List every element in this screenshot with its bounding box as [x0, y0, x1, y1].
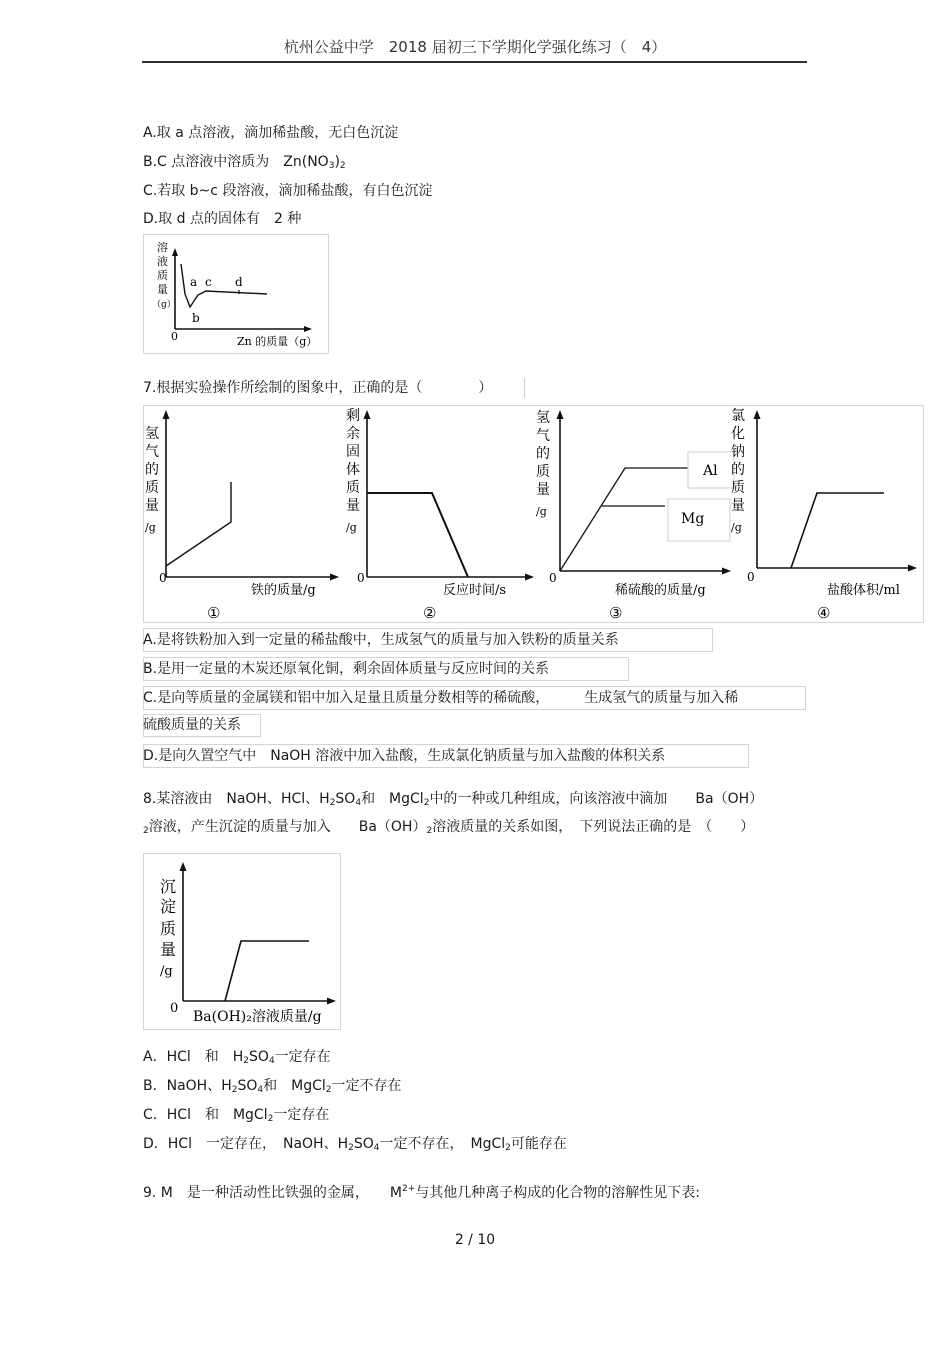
svg-text:溶: 溶 — [157, 241, 168, 254]
q6-option-b: B.C 点溶液中溶质为 $Zn(NO_3)_2$ — [143, 154, 346, 171]
svg-text:量: 量 — [157, 283, 168, 296]
svg-text:氢: 氢 — [145, 426, 159, 442]
svg-text:Zn 的质量（g）: Zn 的质量（g） — [237, 335, 318, 348]
svg-text:量: 量 — [145, 498, 159, 514]
svg-text:的: 的 — [731, 462, 745, 478]
svg-text:Ba(OH)₂溶液质量/g: Ba(OH)₂溶液质量/g — [193, 1009, 322, 1025]
q8-option-a: A．HCl 和 $H_2SO_4$一定存在 — [143, 1049, 331, 1066]
svg-text:稀硫酸的质量/g: 稀硫酸的质量/g — [615, 583, 706, 598]
svg-text:a: a — [190, 275, 198, 289]
svg-text:余: 余 — [346, 426, 360, 442]
svg-text:（g）: （g） — [152, 300, 176, 310]
svg-text:④: ④ — [817, 604, 831, 621]
svg-text:d: d — [235, 275, 243, 289]
svg-text:质: 质 — [145, 480, 159, 496]
svg-text:剩: 剩 — [346, 408, 360, 424]
svg-text:的: 的 — [536, 446, 550, 462]
svg-text:/g: /g — [160, 964, 173, 979]
svg-text:/g: /g — [145, 521, 156, 534]
q8-stem-line2: $_2$溶液，产生沉淀的质量与加入 $Ba(OH)_2$溶液质量的关系如图， 下列说法正确的是 （ ） — [143, 819, 755, 836]
q8-option-d: D．HCl 一定存在， NaOH、$H_2SO_4$一定不存在， MgCl$_2$可能存在 — [143, 1136, 567, 1153]
svg-text:盐酸体积/ml: 盐酸体积/ml — [827, 583, 900, 598]
svg-text:0: 0 — [747, 570, 755, 584]
svg-text:量: 量 — [346, 498, 360, 514]
svg-text:量: 量 — [731, 498, 745, 514]
q6-option-a: A.取 a 点溶液，滴加稀盐酸，无白色沉淀 — [143, 125, 399, 141]
svg-text:氢: 氢 — [536, 410, 550, 426]
svg-text:0: 0 — [170, 1001, 179, 1016]
q8-stem-line1: 8.某溶液由 NaOH、HCl、$H_2SO_4$和 MgCl$_2$中的一种或几种组成，向该溶液中滴加 Ba（OH） — [143, 791, 764, 808]
q7-option-d: D.是向久置空气中 NaOH 溶液中加入盐酸，生成氯化钠质量与加入盐酸的体积关系 — [143, 748, 666, 764]
q8-option-b: B．NaOH、$H_2SO_4$和 MgCl$_2$一定不存在 — [143, 1078, 402, 1095]
q6-graph — [143, 234, 329, 354]
q7-option-c-line1: C.是向等质量的金属镁和铝中加入足量且质量分数相等的稀硫酸， 生成氢气的质量与加入稀 — [143, 690, 739, 706]
q7-option-c-line2: 硫酸质量的关系 — [143, 717, 241, 733]
svg-text:Al: Al — [703, 463, 718, 479]
svg-text:/g: /g — [346, 521, 357, 534]
svg-text:铁的质量/g: 铁的质量/g — [251, 583, 316, 598]
svg-text:气: 气 — [536, 428, 550, 444]
svg-text:沉: 沉 — [160, 877, 177, 896]
svg-text:气: 气 — [145, 444, 159, 460]
q7-graph-1 — [143, 405, 343, 621]
svg-text:③: ③ — [609, 604, 623, 621]
svg-text:/g: /g — [731, 521, 742, 534]
svg-text:化: 化 — [731, 426, 745, 442]
svg-text:量: 量 — [536, 482, 550, 498]
svg-text:氯: 氯 — [731, 408, 745, 424]
svg-text:淀: 淀 — [160, 897, 177, 916]
svg-text:体: 体 — [346, 462, 360, 478]
svg-text:/g: /g — [536, 505, 547, 518]
q7-graph-4 — [727, 405, 921, 621]
q7-option-a: A.是将铁粉加入到一定量的稀盐酸中，生成氢气的质量与加入铁粉的质量关系 — [143, 632, 619, 648]
svg-text:钠: 钠 — [731, 444, 745, 460]
q8-option-c: C．HCl 和 MgCl$_2$一定存在 — [143, 1107, 330, 1124]
q9-stem: 9. M 是一种活动性比铁强的金属， $M^{2+}$与其他几种离子构成的化合物的溶解性见下表: — [143, 1184, 700, 1201]
svg-text:②: ② — [423, 604, 437, 621]
q7-stem-divider — [524, 378, 525, 398]
q6-option-d: D.取 d 点的固体有 2 种 — [143, 211, 302, 227]
svg-text:①: ① — [207, 604, 221, 621]
q7-graph-2 — [343, 405, 543, 621]
svg-text:反应时间/s: 反应时间/s — [443, 583, 507, 598]
svg-text:的: 的 — [145, 462, 159, 478]
page-header: 杭州公益中学 2018 届初三下学期化学强化练习（ 4） — [283, 38, 667, 56]
svg-text:质: 质 — [731, 480, 745, 496]
svg-text:Mg: Mg — [681, 511, 705, 527]
q7-stem: 7.根据实验操作所绘制的图象中，正确的是（ ） — [143, 380, 493, 396]
svg-text:0: 0 — [171, 330, 178, 343]
svg-text:质: 质 — [536, 464, 550, 480]
header-rule — [142, 61, 807, 63]
q6-option-c: C.若取 b~c 段溶液，滴加稀盐酸，有白色沉淀 — [143, 183, 433, 199]
svg-text:0: 0 — [159, 571, 167, 585]
q7-graph-3 — [535, 405, 745, 621]
svg-text:c: c — [205, 275, 212, 289]
svg-text:质: 质 — [157, 269, 168, 282]
svg-text:b: b — [192, 311, 200, 325]
page-number: 2 / 10 — [454, 1232, 496, 1248]
svg-text:质: 质 — [160, 919, 177, 938]
svg-text:0: 0 — [549, 571, 557, 585]
svg-text:质: 质 — [346, 480, 360, 496]
svg-text:量: 量 — [160, 940, 177, 959]
svg-text:0: 0 — [357, 571, 365, 585]
q8-graph — [143, 853, 341, 1030]
svg-text:液: 液 — [157, 255, 168, 268]
svg-text:固: 固 — [346, 444, 360, 460]
q7-option-b: B.是用一定量的木炭还原氧化铜，剩余固体质量与反应时间的关系 — [143, 661, 550, 677]
